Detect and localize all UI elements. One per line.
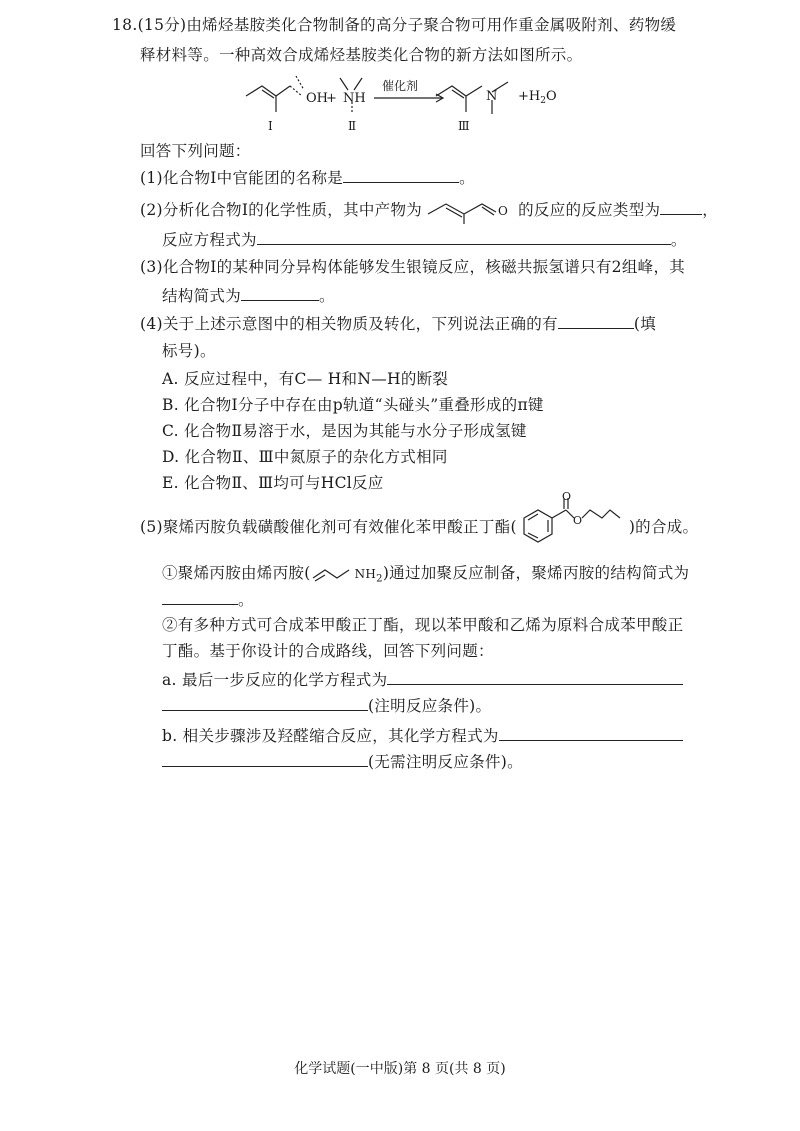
question-number: 18.: [112, 16, 138, 34]
reaction-scheme: [240, 68, 570, 136]
q5-b-line2: (无需注明反应条件)。: [162, 750, 523, 773]
butyl-benzoate-structure: [510, 492, 622, 552]
q5-b-line1: b. 相关步骤涉及羟醛缩合反应，其化学方程式为: [162, 724, 683, 747]
q1: (1)化合物Ⅰ中官能团的名称是 。: [140, 166, 475, 189]
q2-line1: (2)分析化合物Ⅰ的化学性质，其中产物为 O 的反应的反应类型为 ，: [140, 198, 718, 224]
q4-option-a: A. 反应过程中，有C— H和N—H的断裂: [162, 370, 449, 388]
answer-blank-q5-a-2[interactable]: [162, 694, 368, 711]
q4-option-d: D. 化合物Ⅱ、Ⅲ中氮原子的杂化方式相同: [162, 448, 448, 466]
q5-1-line1: ①聚烯丙胺由烯丙胺( $NH_2$)通过加聚反应制备，聚烯丙胺的结构简式为: [162, 564, 690, 585]
allylamine-structure: [311, 566, 355, 582]
enal-structure: [424, 198, 516, 224]
q2-line2: 反应方程式为 。: [162, 228, 687, 251]
page-footer: 化学试题(一中版)第 8 页(共 8 页): [294, 1061, 506, 1077]
q4-option-c: C. 化合物Ⅱ易溶于水，是因为其能与水分子形成氢键: [162, 422, 527, 440]
q3-line1: (3)化合物Ⅰ的某种同分异构体能够发生银镜反应，核磁共振氢谱只有2组峰，其: [140, 258, 686, 276]
answer-blank-q5-b-2[interactable]: [162, 750, 368, 767]
q4-line2: 标号)。: [162, 342, 216, 360]
svg-text:O: O: [498, 204, 509, 218]
answer-blank-q3[interactable]: [241, 284, 319, 301]
q5-a-line2: (注明反应条件)。: [162, 694, 491, 717]
svg-text:+: +: [326, 91, 337, 106]
ester-carbonyl-o: O: [562, 492, 572, 503]
q3-line2: 结构简式为 。: [162, 284, 335, 307]
q4-option-e: E. 化合物Ⅱ、Ⅲ均可与HCl反应: [162, 474, 384, 492]
ester-ether-o: O: [573, 514, 583, 527]
q5-1-line2: 。: [162, 588, 254, 611]
q5-2-line1: ②有多种方式可合成苯甲酸正丁酯，现以苯甲酸和乙烯为原料合成苯甲酸正: [162, 616, 684, 634]
answer-blank-q4[interactable]: [558, 312, 634, 329]
label-compound-2: Ⅱ: [348, 119, 357, 133]
question-intro-line1: 18.(15分)由烯烃基胺类化合物制备的高分子聚合物可用作重金属吸附剂、药物缓: [112, 16, 677, 34]
answer-blank-q5-1[interactable]: [162, 588, 238, 605]
label-compound-3: Ⅲ: [458, 119, 470, 133]
answer-prompt: 回答下列问题：: [140, 142, 251, 160]
q4-line1: (4)关于上述示意图中的相关物质及转化，下列说法正确的有 (填: [140, 312, 656, 335]
label-compound-1: Ⅰ: [268, 119, 273, 133]
q4-option-b: B. 化合物Ⅰ分子中存在由p轨道“头碰头”重叠形成的π键: [162, 396, 544, 414]
q5-a-line1: a. 最后一步反应的化学方程式为: [162, 668, 683, 691]
water-product: $+H_2O$: [518, 89, 557, 106]
answer-blank-q5-b-1[interactable]: [499, 724, 683, 741]
allylamine-nh2: $NH_2$: [354, 567, 383, 585]
n-atom: N: [486, 89, 498, 104]
q5-2-line2: 丁酯。基于你设计的合成路线，回答下列问题：: [162, 642, 494, 660]
q5-line1: (5)聚烯丙胺负载磺酸催化剂可有效催化苯甲酸正丁酯( )的合成。: [140, 518, 699, 536]
oh-group: OH: [306, 91, 328, 106]
answer-blank-q2-type[interactable]: [660, 198, 702, 215]
answer-blank-q2-equation[interactable]: [257, 228, 671, 245]
question-intro-line2: 释材料等。一种高效合成烯烃基胺类化合物的新方法如图所示。: [140, 46, 583, 64]
catalyst-label: 催化剂: [382, 79, 419, 93]
answer-blank-q5-a-1[interactable]: [387, 668, 683, 685]
nh-group: NH: [343, 91, 366, 106]
answer-blank-q1[interactable]: [343, 166, 459, 183]
